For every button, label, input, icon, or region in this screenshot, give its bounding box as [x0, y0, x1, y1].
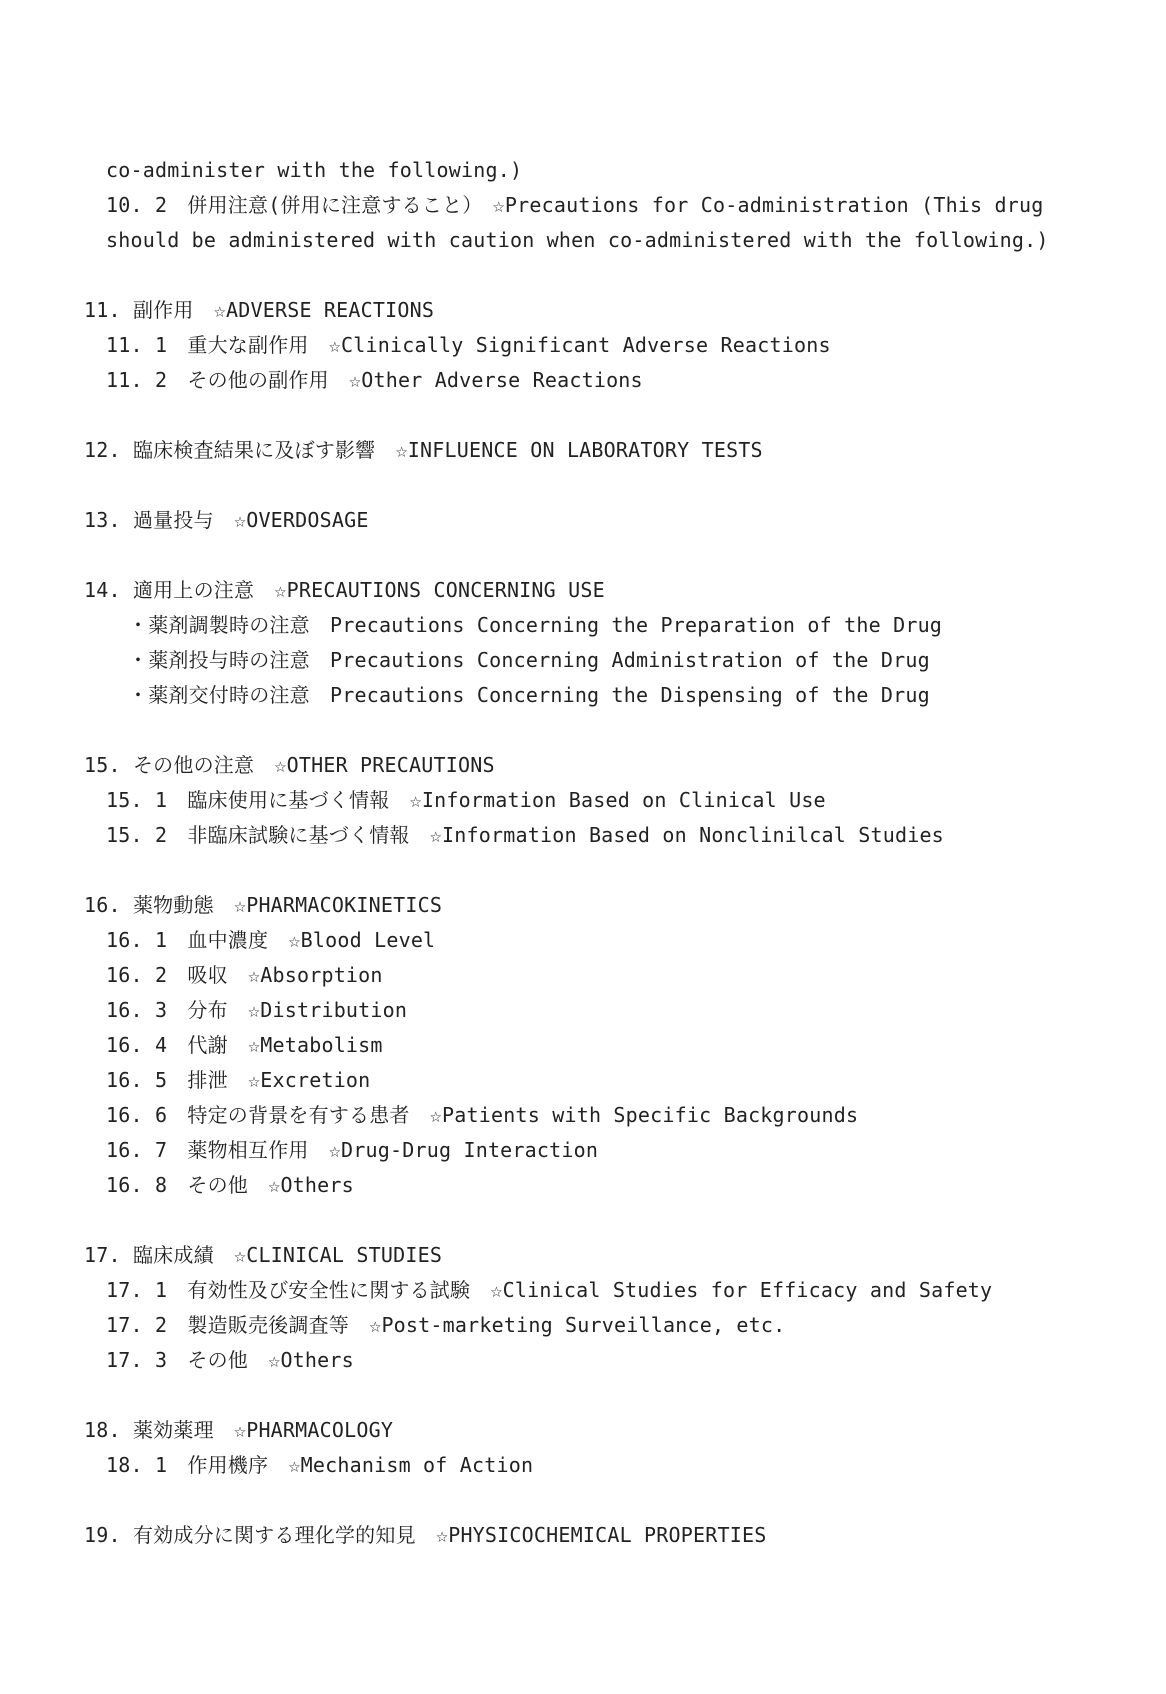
subsection-11-2: 11. 2 その他の副作用 ☆Other Adverse Reactions	[106, 368, 643, 392]
section-19-heading: 19. 有効成分に関する理化学的知見 ☆PHYSICOCHEMICAL PROPERTIES	[84, 1523, 767, 1547]
subsection-11-1: 11. 1 重大な副作用 ☆Clinically Significant Adverse Reactions	[106, 333, 831, 357]
continuation-line: co-administer with the following.)	[106, 158, 523, 182]
bullet-dispensing: ・薬剤交付時の注意 Precautions Concerning the Dispensing of the Drug	[128, 683, 930, 707]
section-15-heading: 15. その他の注意 ☆OTHER PRECAUTIONS	[84, 753, 495, 777]
subsection-16-3: 16. 3 分布 ☆Distribution	[106, 998, 408, 1022]
subsection-15-2: 15. 2 非臨床試験に基づく情報 ☆Information Based on Nonclinilcal Studies	[106, 823, 944, 847]
section-13-heading: 13. 過量投与 ☆OVERDOSAGE	[84, 508, 369, 532]
subsection-15-1: 15. 1 臨床使用に基づく情報 ☆Information Based on Clinical Use	[106, 788, 826, 812]
subsection-17-1: 17. 1 有効性及び安全性に関する試験 ☆Clinical Studies for Efficacy and Safety	[106, 1278, 993, 1302]
subsection-16-5: 16. 5 排泄 ☆Excretion	[106, 1068, 371, 1092]
section-17-heading: 17. 臨床成績 ☆CLINICAL STUDIES	[84, 1243, 443, 1267]
section-18-heading: 18. 薬効薬理 ☆PHARMACOLOGY	[84, 1418, 394, 1442]
section-16-heading: 16. 薬物動態 ☆PHARMACOKINETICS	[84, 893, 443, 917]
subsection-17-2: 17. 2 製造販売後調査等 ☆Post-marketing Surveillance, etc.	[106, 1313, 786, 1337]
bullet-administration: ・薬剤投与時の注意 Precautions Concerning Administration of the Drug	[128, 648, 930, 672]
section-11-heading: 11. 副作用 ☆ADVERSE REACTIONS	[84, 298, 435, 322]
subsection-16-7: 16. 7 薬物相互作用 ☆Drug-Drug Interaction	[106, 1138, 599, 1162]
section-14-heading: 14. 適用上の注意 ☆PRECAUTIONS CONCERNING USE	[84, 578, 605, 602]
section-12-heading: 12. 臨床検査結果に及ぼす影響 ☆INFLUENCE ON LABORATORY TESTS	[84, 438, 763, 462]
subsection-16-8: 16. 8 その他 ☆Others	[106, 1173, 354, 1197]
subsection-18-1: 18. 1 作用機序 ☆Mechanism of Action	[106, 1453, 534, 1477]
subsection-16-2: 16. 2 吸収 ☆Absorption	[106, 963, 383, 987]
bullet-preparation: ・薬剤調製時の注意 Precautions Concerning the Preparation of the Drug	[128, 613, 943, 637]
subsection-17-3: 17. 3 その他 ☆Others	[106, 1348, 354, 1372]
subsection-16-1: 16. 1 血中濃度 ☆Blood Level	[106, 928, 436, 952]
subsection-10-2: 10. 2 併用注意(併用に注意すること） ☆Precautions for Co-administration (This drug	[106, 193, 1044, 217]
subsection-10-2-continued: should be administered with caution when co-administered with the following.)	[106, 228, 1049, 252]
subsection-16-4: 16. 4 代謝 ☆Metabolism	[106, 1033, 383, 1057]
subsection-16-6: 16. 6 特定の背景を有する患者 ☆Patients with Specific Backgrounds	[106, 1103, 859, 1127]
